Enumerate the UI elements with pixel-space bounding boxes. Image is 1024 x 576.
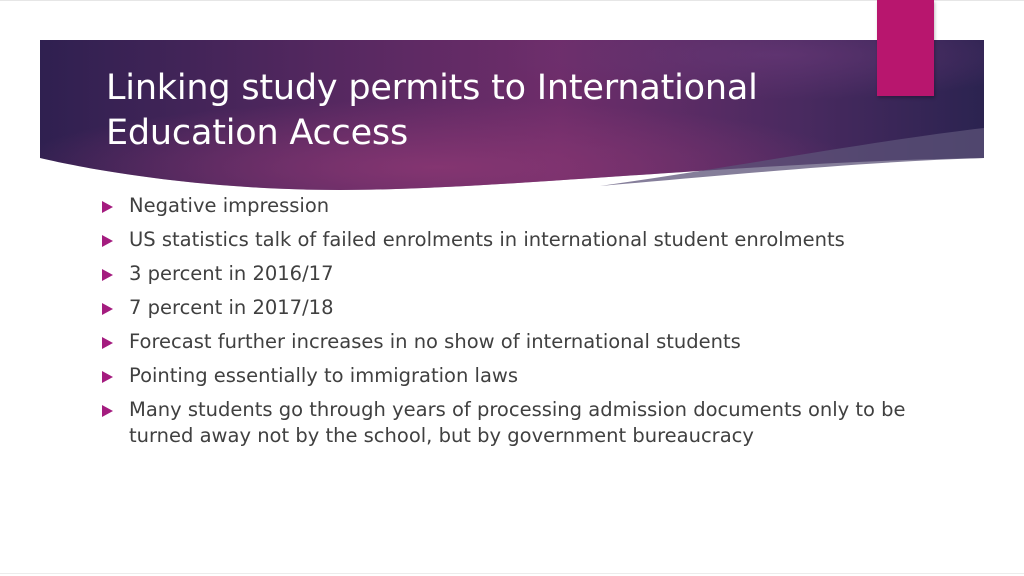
bullet-text: Pointing essentially to immigration laws [129, 364, 519, 387]
list-item [102, 329, 962, 355]
list-item [102, 397, 962, 449]
list-item [102, 295, 962, 321]
list-item [102, 363, 962, 389]
bullet-list [102, 193, 962, 457]
bullet-text: 7 percent in 2017/18 [129, 296, 334, 319]
slide-title: Linking study permits to International Education Access [106, 68, 758, 153]
top-divider [0, 0, 1024, 1]
accent-tab [877, 0, 934, 96]
bullet-text: Forecast further increases in no show of international students [129, 330, 741, 353]
bullet-text: Negative impression [129, 194, 330, 217]
bullet-text: US statistics talk of failed enrolments in international student enrolments [129, 228, 845, 251]
bottom-divider [0, 573, 1024, 574]
triangle-bullet-icon [102, 337, 113, 349]
triangle-bullet-icon [102, 235, 113, 247]
triangle-bullet-icon [102, 371, 113, 383]
bullet-text: 3 percent in 2016/17 [129, 262, 334, 285]
bullet-text: Many students go through years of processing admission documents only to be turned away not by the school, but by government bureaucracy [129, 398, 906, 447]
triangle-bullet-icon [102, 201, 113, 213]
list-item [102, 193, 962, 219]
triangle-bullet-icon [102, 405, 113, 417]
list-item [102, 261, 962, 287]
triangle-bullet-icon [102, 269, 113, 281]
triangle-bullet-icon [102, 303, 113, 315]
list-item [102, 227, 962, 253]
